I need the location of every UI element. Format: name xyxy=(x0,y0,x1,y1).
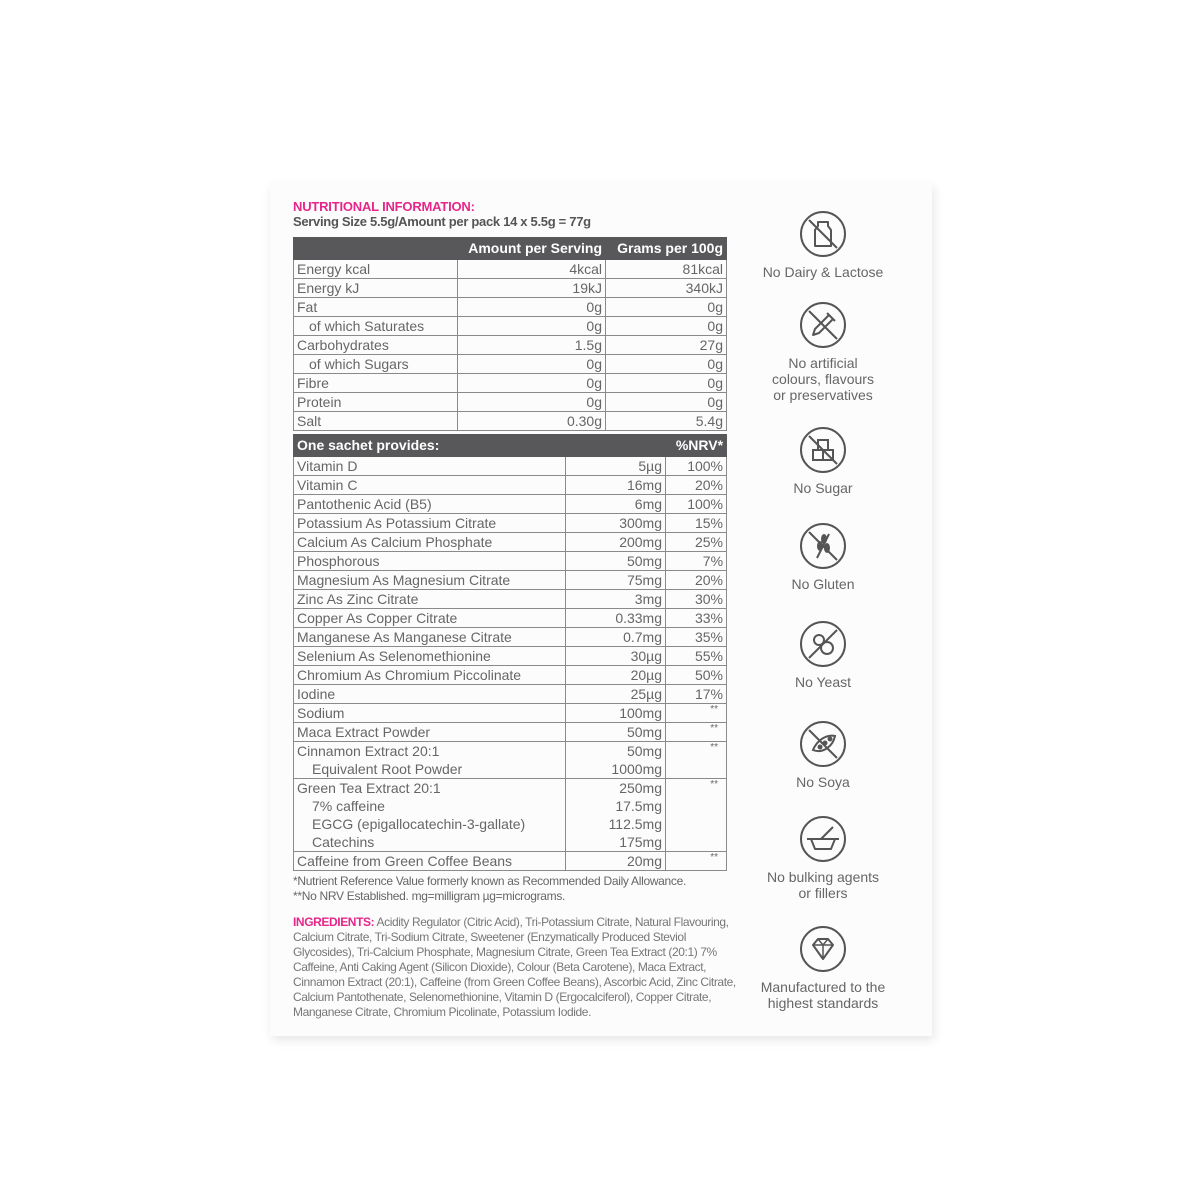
sachet-amount xyxy=(566,647,666,666)
sachet-nutrient xyxy=(294,552,566,571)
feature-label: No Gluten xyxy=(791,576,855,592)
feature-no-sugar xyxy=(753,426,893,496)
sachet-nutrient-line: Maca Extract Powder xyxy=(297,724,431,740)
nutrition-heading: NUTRITIONAL INFORMATION: xyxy=(293,199,475,214)
serving-size: Serving Size 5.5g/Amount per pack 14 x 5.5g = 77g xyxy=(293,214,591,229)
sachet-amount xyxy=(566,742,666,779)
no-gluten-icon xyxy=(799,522,847,570)
sachet-header-row xyxy=(294,435,727,457)
nutrient-per-serving: 0g xyxy=(458,298,606,317)
nutrient-per-serving: 0g xyxy=(458,317,606,336)
nutrient-name: of which Sugars xyxy=(294,355,458,374)
feature-label: No Yeast xyxy=(794,674,852,690)
nutrient-name: Protein xyxy=(294,393,458,412)
no-sugar-icon xyxy=(799,426,847,474)
sachet-amount xyxy=(566,666,666,685)
feature-manufactured-standards xyxy=(753,925,893,1011)
sachet-nutrient xyxy=(294,609,566,628)
sachet-nutrient xyxy=(294,742,566,779)
nutrient-per-100g: 0g xyxy=(606,317,727,336)
nutrient-name: Carbohydrates xyxy=(294,336,458,355)
no-soya-icon xyxy=(799,720,847,768)
sachet-nrv: ** xyxy=(666,742,727,779)
sachet-nrv: 30% xyxy=(666,590,727,609)
sachet-nutrient-line: Potassium As Potassium Citrate xyxy=(297,515,497,531)
sachet-row xyxy=(294,533,727,552)
nutrition-header-row xyxy=(294,238,727,260)
ingredients-block xyxy=(293,915,745,1020)
nutrient-name: Salt xyxy=(294,412,458,431)
sachet-nutrient-line: Magnesium As Magnesium Citrate xyxy=(297,572,511,588)
sachet-row xyxy=(294,495,727,514)
nutrient-name: of which Saturates xyxy=(294,317,458,336)
sachet-amount xyxy=(566,723,666,742)
sachet-amount-line: 50mg xyxy=(626,743,663,759)
sachet-nutrient xyxy=(294,666,566,685)
sachet-nrv: 100% xyxy=(666,495,727,514)
sachet-amount-line: 20µg xyxy=(630,667,663,683)
feature-label: No Dairy & Lactose xyxy=(762,264,884,280)
sachet-amount xyxy=(566,685,666,704)
nutrition-row xyxy=(294,374,727,393)
feature-no-bulking xyxy=(753,815,893,901)
nutrient-per-100g: 0g xyxy=(606,393,727,412)
sachet-nrv: ** xyxy=(666,704,727,723)
nutrient-per-serving: 0.30g xyxy=(458,412,606,431)
feature-label: Manufactured to the highest standards xyxy=(760,979,886,1011)
sachet-amount-line: 20mg xyxy=(626,853,663,869)
sachet-row xyxy=(294,723,727,742)
sachet-nrv: 25% xyxy=(666,533,727,552)
feature-label: No Soya xyxy=(796,774,850,790)
sachet-row xyxy=(294,571,727,590)
sachet-amount-line: 17.5mg xyxy=(615,798,663,814)
footnote-no-nrv: **No NRV Established. mg=milligram µg=micrograms. xyxy=(293,889,566,903)
nutrient-name: Energy kcal xyxy=(294,260,458,279)
nutrient-per-serving: 4kcal xyxy=(458,260,606,279)
sachet-amount-line: 300mg xyxy=(619,515,663,531)
sachet-amount xyxy=(566,457,666,476)
sachet-nutrient-line: Chromium As Chromium Piccolinate xyxy=(297,667,522,683)
sachet-nrv: ** xyxy=(666,852,727,871)
nutrition-header-blank xyxy=(294,238,458,260)
sachet-header: One sachet provides: xyxy=(294,435,666,457)
sachet-nrv: 20% xyxy=(666,571,727,590)
feature-no-artificial xyxy=(753,301,893,403)
sachet-row xyxy=(294,852,727,871)
nutrient-name: Fat xyxy=(294,298,458,317)
nutrient-name: Fibre xyxy=(294,374,458,393)
sachet-amount-line: 200mg xyxy=(619,534,663,550)
sachet-nutrient-line: EGCG (epigallocatechin-3-gallate) xyxy=(312,816,526,832)
nutrient-per-serving: 1.5g xyxy=(458,336,606,355)
sachet-row xyxy=(294,552,727,571)
sachet-nrv: 55% xyxy=(666,647,727,666)
sachet-nutrient-line: Copper As Copper Citrate xyxy=(297,610,458,626)
sachet-row xyxy=(294,476,727,495)
nutrition-row xyxy=(294,279,727,298)
sachet-nrv: ** xyxy=(666,723,727,742)
sachet-amount-line: 50mg xyxy=(626,553,663,569)
footnotes xyxy=(293,874,686,904)
feature-no-dairy xyxy=(753,210,893,280)
sachet-nrv: 7% xyxy=(666,552,727,571)
ingredients-label: INGREDIENTS: xyxy=(293,915,375,929)
footnote-nrv: *Nutrient Reference Value formerly known as Recommended Daily Allowance. xyxy=(293,874,687,888)
nutrition-row xyxy=(294,336,727,355)
sachet-amount-line: 112.5mg xyxy=(608,816,663,832)
sachet-nutrient xyxy=(294,476,566,495)
nutrient-per-100g: 0g xyxy=(606,298,727,317)
sachet-amount xyxy=(566,779,666,852)
sachet-amount xyxy=(566,704,666,723)
sachet-row xyxy=(294,647,727,666)
sachet-amount xyxy=(566,552,666,571)
sachet-amount-line: 6mg xyxy=(634,496,663,512)
nutrient-per-serving: 19kJ xyxy=(458,279,606,298)
nutrient-per-serving: 0g xyxy=(458,374,606,393)
sachet-nrv: 100% xyxy=(666,457,727,476)
sachet-table xyxy=(293,434,727,871)
sachet-nutrient-line: Sodium xyxy=(297,705,345,721)
nutrition-table xyxy=(293,237,727,431)
feature-label: No artificial colours, flavours or preservatives xyxy=(772,355,874,403)
sachet-nutrient xyxy=(294,590,566,609)
sachet-row xyxy=(294,457,727,476)
ingredients-text: Acidity Regulator (Citric Acid), Tri-Potassium Citrate, Natural Flavouring, Calcium Citrate, Tri-Sodium Citrate, Sweetener (Enzymatically Produced Steviol Glycosides), Tri-Calcium Phosphate, Magnesium Citrate, Green Tea Extract (20:1) 7% Caffeine, Anti Caking Agent (Silicon Dioxide), Colour (Beta Carotene), Maca Extract, Cinnamon Extract (20:1), Caffeine (from Green Coffee Beans), Ascorbic Acid, Zinc Citrate, Calcium Pantothenate, Selenomethionine, Vitamin D (Ergocalciferol), Copper Citrate, Manganese Citrate, Chromium Picolinate, Potassium Iodide. xyxy=(293,915,736,1019)
sachet-nutrient xyxy=(294,571,566,590)
nutrition-row xyxy=(294,393,727,412)
sachet-nutrient xyxy=(294,852,566,871)
sachet-amount-line: 5µg xyxy=(638,458,663,474)
sachet-amount-line: 30µg xyxy=(630,648,663,664)
nutrient-per-100g: 0g xyxy=(606,355,727,374)
no-dairy-icon xyxy=(799,210,847,258)
sachet-nutrient xyxy=(294,457,566,476)
sachet-amount-line: 25µg xyxy=(630,686,663,702)
sachet-nutrient xyxy=(294,533,566,552)
sachet-nrv: ** xyxy=(666,779,727,852)
feature-no-gluten xyxy=(753,522,893,592)
sachet-amount xyxy=(566,852,666,871)
sachet-nutrient-line: Selenium As Selenomethionine xyxy=(297,648,491,664)
no-yeast-icon xyxy=(799,620,847,668)
nrv-header: %NRV* xyxy=(666,435,727,457)
sachet-nutrient-line: Vitamin D xyxy=(297,458,358,474)
sachet-nutrient-line: Zinc As Zinc Citrate xyxy=(297,591,419,607)
sachet-row xyxy=(294,704,727,723)
sachet-row xyxy=(294,742,727,779)
nutrition-row xyxy=(294,355,727,374)
sachet-amount xyxy=(566,514,666,533)
feature-no-soya xyxy=(753,720,893,790)
sachet-nrv: 17% xyxy=(666,685,727,704)
sachet-nutrient-line: Equivalent Root Powder xyxy=(312,761,463,777)
sachet-amount xyxy=(566,628,666,647)
sachet-nutrient-line: Catechins xyxy=(312,834,375,850)
amount-per-serving-header: Amount per Serving xyxy=(458,238,606,260)
nutrition-row xyxy=(294,412,727,431)
sachet-nutrient-line: Calcium As Calcium Phosphate xyxy=(297,534,493,550)
sachet-amount-line: 3mg xyxy=(634,591,663,607)
feature-no-yeast xyxy=(753,620,893,690)
sachet-nutrient-line: Vitamin C xyxy=(297,477,358,493)
sachet-nutrient-line: Iodine xyxy=(297,686,336,702)
sachet-amount xyxy=(566,571,666,590)
sachet-amount-line: 50mg xyxy=(626,724,663,740)
sachet-amount-line: 175mg xyxy=(619,834,663,850)
sachet-row xyxy=(294,609,727,628)
sachet-nutrient xyxy=(294,779,566,852)
nutrient-name: Energy kJ xyxy=(294,279,458,298)
sachet-nutrient xyxy=(294,647,566,666)
sachet-row xyxy=(294,779,727,852)
nutrition-row xyxy=(294,260,727,279)
sachet-amount-line: 100mg xyxy=(619,705,663,721)
sachet-amount-line: 75mg xyxy=(626,572,663,588)
sachet-nutrient-line: Green Tea Extract 20:1 xyxy=(297,780,441,796)
sachet-amount-line: 0.7mg xyxy=(623,629,663,645)
sachet-nutrient xyxy=(294,514,566,533)
sachet-nrv: 33% xyxy=(666,609,727,628)
nutrient-per-100g: 0g xyxy=(606,374,727,393)
sachet-nrv: 35% xyxy=(666,628,727,647)
sachet-nutrient-line: Cinnamon Extract 20:1 xyxy=(297,743,440,759)
sachet-amount xyxy=(566,533,666,552)
nutrient-per-100g: 81kcal xyxy=(606,260,727,279)
sachet-nrv: 50% xyxy=(666,666,727,685)
grams-per-100g-header: Grams per 100g xyxy=(606,238,727,260)
no-artificial-icon xyxy=(799,301,847,349)
sachet-row xyxy=(294,666,727,685)
sachet-amount xyxy=(566,609,666,628)
sachet-nutrient xyxy=(294,704,566,723)
sachet-nutrient-line: Phosphorous xyxy=(297,553,380,569)
sachet-nutrient xyxy=(294,723,566,742)
sachet-amount-line: 0.33mg xyxy=(615,610,663,626)
sachet-nutrient-line: Caffeine from Green Coffee Beans xyxy=(297,853,513,869)
sachet-nutrient-line: 7% caffeine xyxy=(312,798,385,814)
sachet-nutrient xyxy=(294,628,566,647)
sachet-nutrient xyxy=(294,685,566,704)
nutrient-per-100g: 340kJ xyxy=(606,279,727,298)
feature-label: No bulking agents or fillers xyxy=(766,869,880,901)
feature-label: No Sugar xyxy=(793,480,853,496)
sachet-row xyxy=(294,628,727,647)
sachet-nutrient-line: Pantothenic Acid (B5) xyxy=(297,496,432,512)
sachet-amount xyxy=(566,590,666,609)
sachet-amount-line: 16mg xyxy=(626,477,663,493)
sachet-nutrient-line: Manganese As Manganese Citrate xyxy=(297,629,512,645)
sachet-row xyxy=(294,685,727,704)
no-bulking-icon xyxy=(799,815,847,863)
sachet-row xyxy=(294,514,727,533)
sachet-nrv: 15% xyxy=(666,514,727,533)
nutrient-per-100g: 27g xyxy=(606,336,727,355)
sachet-amount-line: 250mg xyxy=(619,780,663,796)
sachet-nrv: 20% xyxy=(666,476,727,495)
nutrient-per-100g: 5.4g xyxy=(606,412,727,431)
nutrition-row xyxy=(294,298,727,317)
sachet-amount xyxy=(566,476,666,495)
diamond-icon xyxy=(799,925,847,973)
nutrient-per-serving: 0g xyxy=(458,393,606,412)
sachet-amount-line: 1000mg xyxy=(611,761,663,777)
sachet-nutrient xyxy=(294,495,566,514)
nutrition-row xyxy=(294,317,727,336)
nutrient-per-serving: 0g xyxy=(458,355,606,374)
sachet-row xyxy=(294,590,727,609)
sachet-amount xyxy=(566,495,666,514)
